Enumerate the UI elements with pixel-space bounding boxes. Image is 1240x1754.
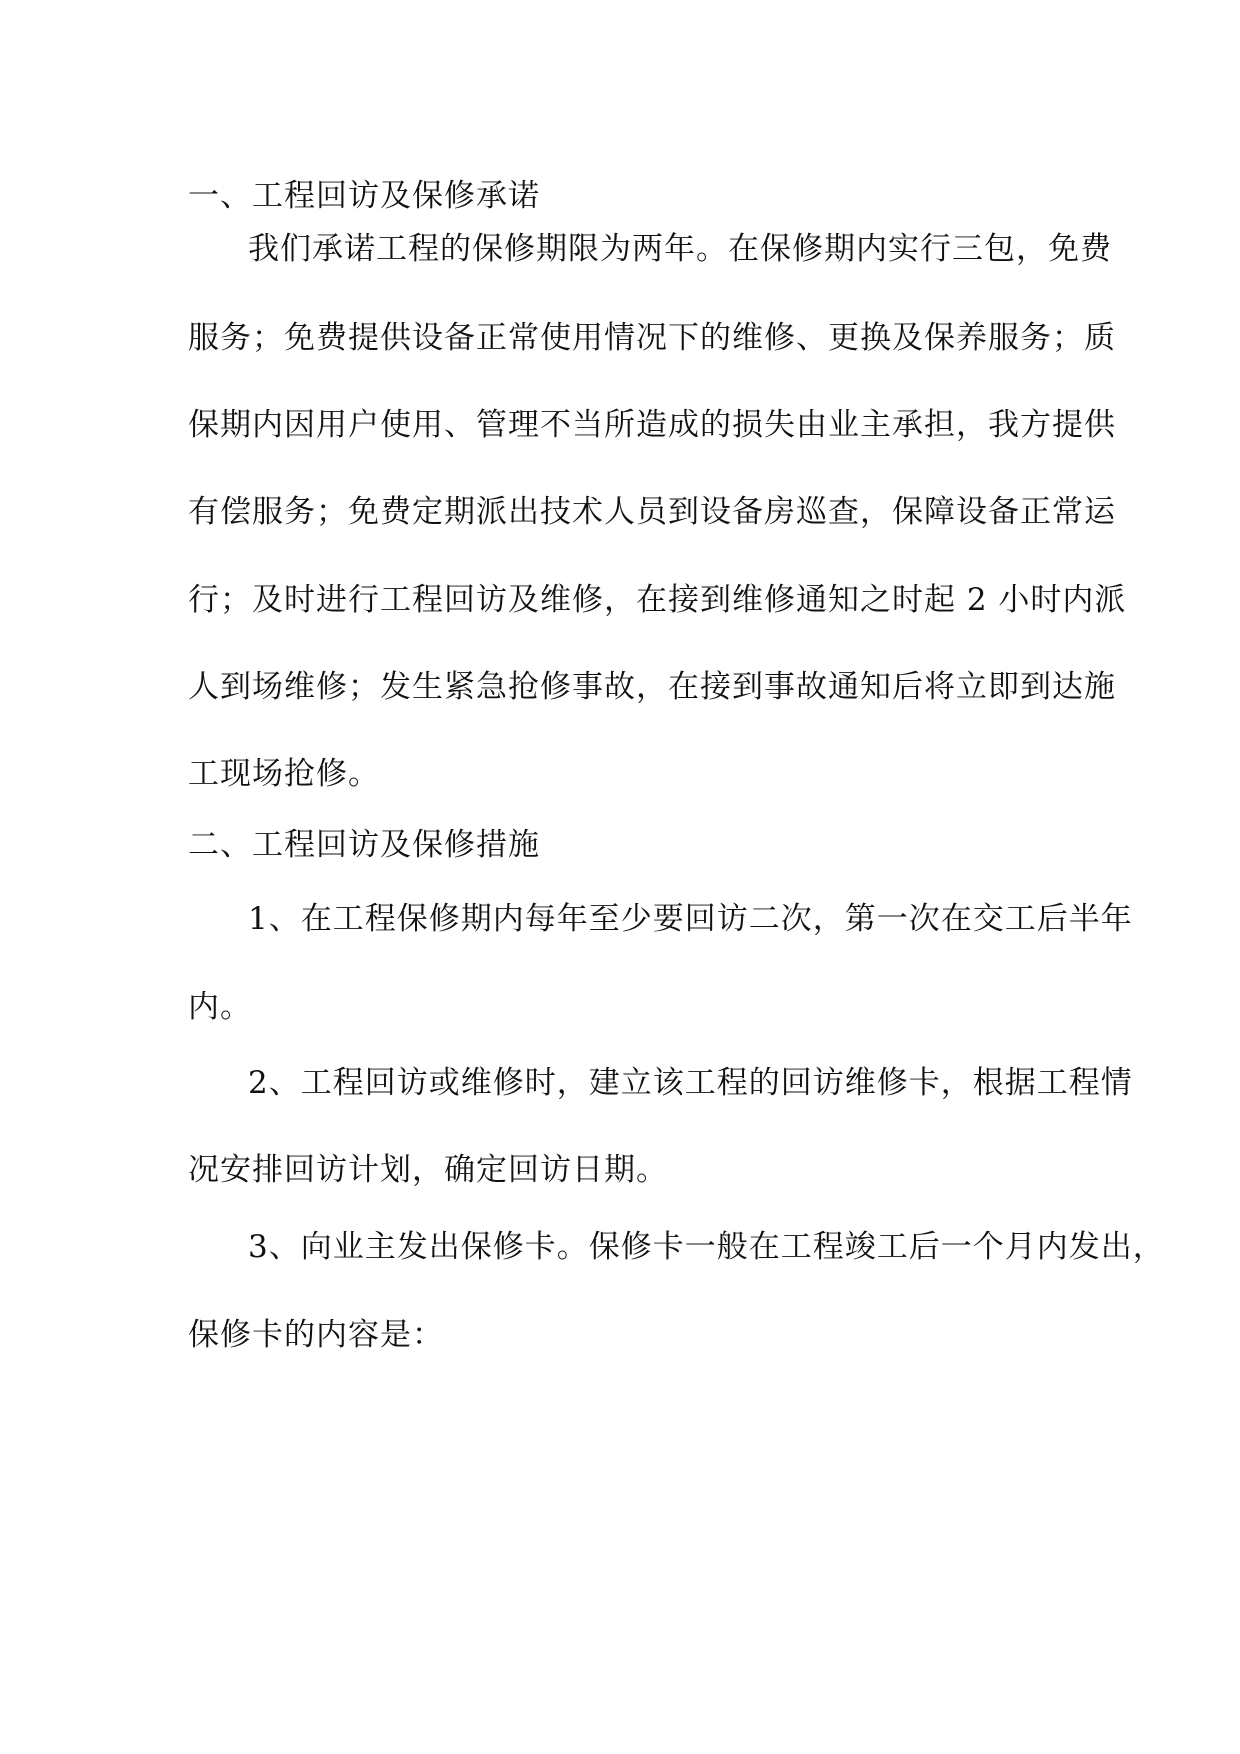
paragraph-line: 有偿服务；免费定期派出技术人员到设备房巡查，保障设备正常运 — [188, 494, 1116, 530]
paragraph-line: 工现场抢修。 — [188, 756, 380, 792]
section-heading-1: 一、工程回访及保修承诺 — [188, 178, 540, 214]
paragraph-line: 人到场维修；发生紧急抢修事故，在接到事故通知后将立即到达施 — [188, 669, 1116, 705]
paragraph-line: 服务；免费提供设备正常使用情况下的维修、更换及保养服务；质 — [188, 320, 1116, 356]
paragraph-line: 行；及时进行工程回访及维修，在接到维修通知之时起 2 小时内派 — [188, 582, 1127, 618]
paragraph-line: 保期内因用户使用、管理不当所造成的损失由业主承担，我方提供 — [188, 407, 1116, 443]
list-item-line: 况安排回访计划，确定回访日期。 — [188, 1152, 668, 1188]
list-item-line: 保修卡的内容是： — [188, 1317, 444, 1353]
paragraph-line: 我们承诺工程的保修期限为两年。在保修期内实行三包，免费 — [248, 231, 1112, 267]
list-item-line: 1、在工程保修期内每年至少要回访二次，第一次在交工后半年 — [248, 901, 1133, 937]
section-heading-2: 二、工程回访及保修措施 — [188, 827, 540, 863]
list-item-line: 3、向业主发出保修卡。保修卡一般在工程竣工后一个月内发出， — [248, 1229, 1165, 1265]
list-item-line: 2、工程回访或维修时，建立该工程的回访维修卡，根据工程情 — [248, 1065, 1133, 1101]
list-item-line: 内。 — [188, 989, 252, 1025]
